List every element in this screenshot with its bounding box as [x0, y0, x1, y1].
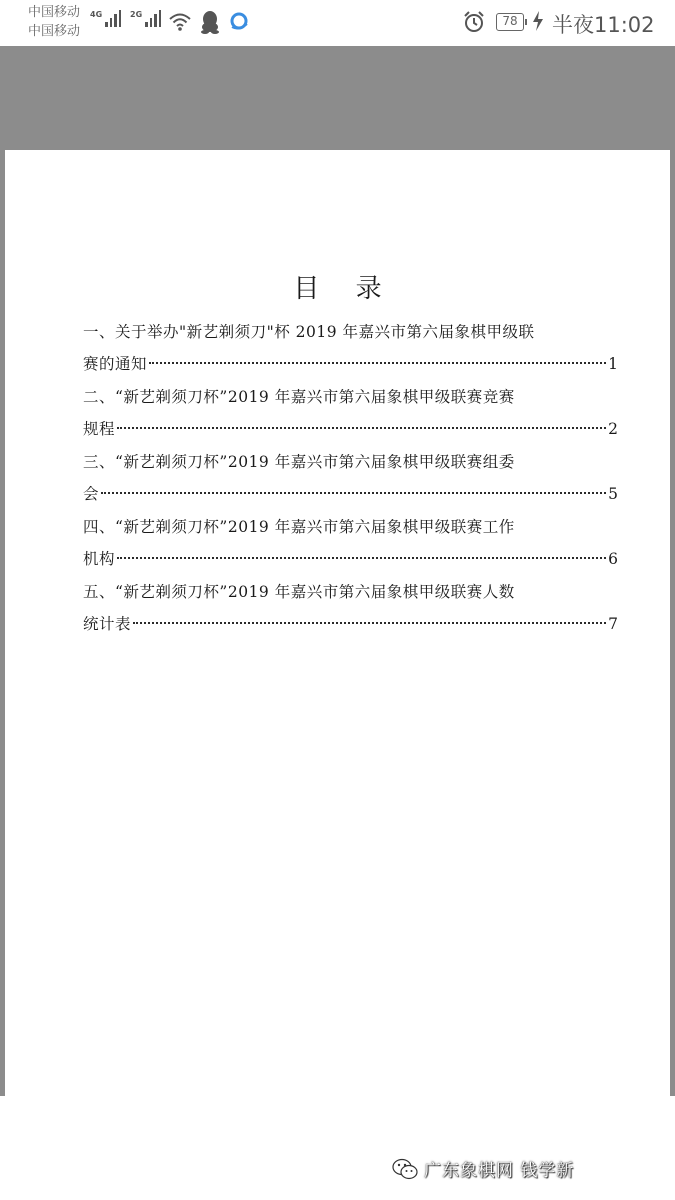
qq-icon: [200, 10, 220, 34]
document-page[interactable]: [5, 150, 670, 1096]
carrier-1-label: 中国移动: [28, 5, 81, 20]
charging-icon: [532, 11, 544, 31]
battery-icon: 78: [496, 13, 524, 31]
toc-entry-text-continued: 会: [83, 485, 100, 503]
toc-entry-text-continued: 统计表: [83, 615, 132, 633]
toc-page-number: 1: [608, 355, 618, 373]
toc-list: [83, 320, 618, 645]
toc-entry-text-continued: 赛的通知: [83, 355, 148, 373]
toc-page-number: 5: [608, 485, 618, 503]
toc-entry-text: 二、“新艺剃须刀杯”2019 年嘉兴市第六届象棋甲级联赛竞赛: [83, 388, 515, 406]
toc-entry-text: 三、“新艺剃须刀杯”2019 年嘉兴市第六届象棋甲级联赛组委: [83, 453, 515, 471]
toc-page-number: 2: [608, 420, 618, 438]
carrier-2-label: 中国移动: [28, 24, 81, 39]
watermark: [392, 1156, 574, 1181]
alarm-icon: [463, 11, 485, 33]
toc-entry[interactable]: [83, 515, 618, 571]
toc-entry-text: 四、“新艺剃须刀杯”2019 年嘉兴市第六届象棋甲级联赛工作: [83, 518, 515, 536]
toc-entry[interactable]: [83, 385, 618, 441]
wifi-icon: [168, 12, 192, 32]
carrier-info: [28, 3, 80, 41]
watermark-text: 广东象棋网 钱学新: [424, 1161, 575, 1181]
toc-entry-text: 一、关于举办"新艺剃须刀"杯 2019 年嘉兴市第六届象棋甲级联: [83, 323, 535, 341]
toc-page-number: 7: [608, 615, 618, 633]
toc-entry-text-continued: 规程: [83, 420, 116, 438]
toc-dot-leader: [149, 362, 606, 364]
toc-entry[interactable]: [83, 320, 618, 376]
toc-entry[interactable]: [83, 450, 618, 506]
toc-dot-leader: [101, 492, 606, 494]
toc-entry-text: 五、“新艺剃须刀杯”2019 年嘉兴市第六届象棋甲级联赛人数: [83, 583, 515, 601]
qq-browser-icon: [229, 11, 249, 31]
status-bar: [0, 0, 675, 46]
toc-entry[interactable]: [83, 580, 618, 636]
wechat-icon: [392, 1158, 418, 1180]
network-type-1: 4G: [90, 10, 103, 19]
toc-dot-leader: [133, 622, 606, 624]
document-viewer[interactable]: [0, 46, 675, 1096]
toc-title: 目 录: [293, 274, 396, 304]
signal-icon: [130, 10, 161, 27]
bottom-area: [0, 1096, 675, 1200]
toc-dot-leader: [117, 427, 606, 429]
toc-entry-text-continued: 机构: [83, 550, 116, 568]
toc-page-number: 6: [608, 550, 618, 568]
toc-dot-leader: [117, 557, 606, 559]
network-type-2: 2G: [130, 10, 143, 19]
status-time: 半夜11:02: [552, 13, 655, 37]
signal-icon: [90, 10, 121, 27]
